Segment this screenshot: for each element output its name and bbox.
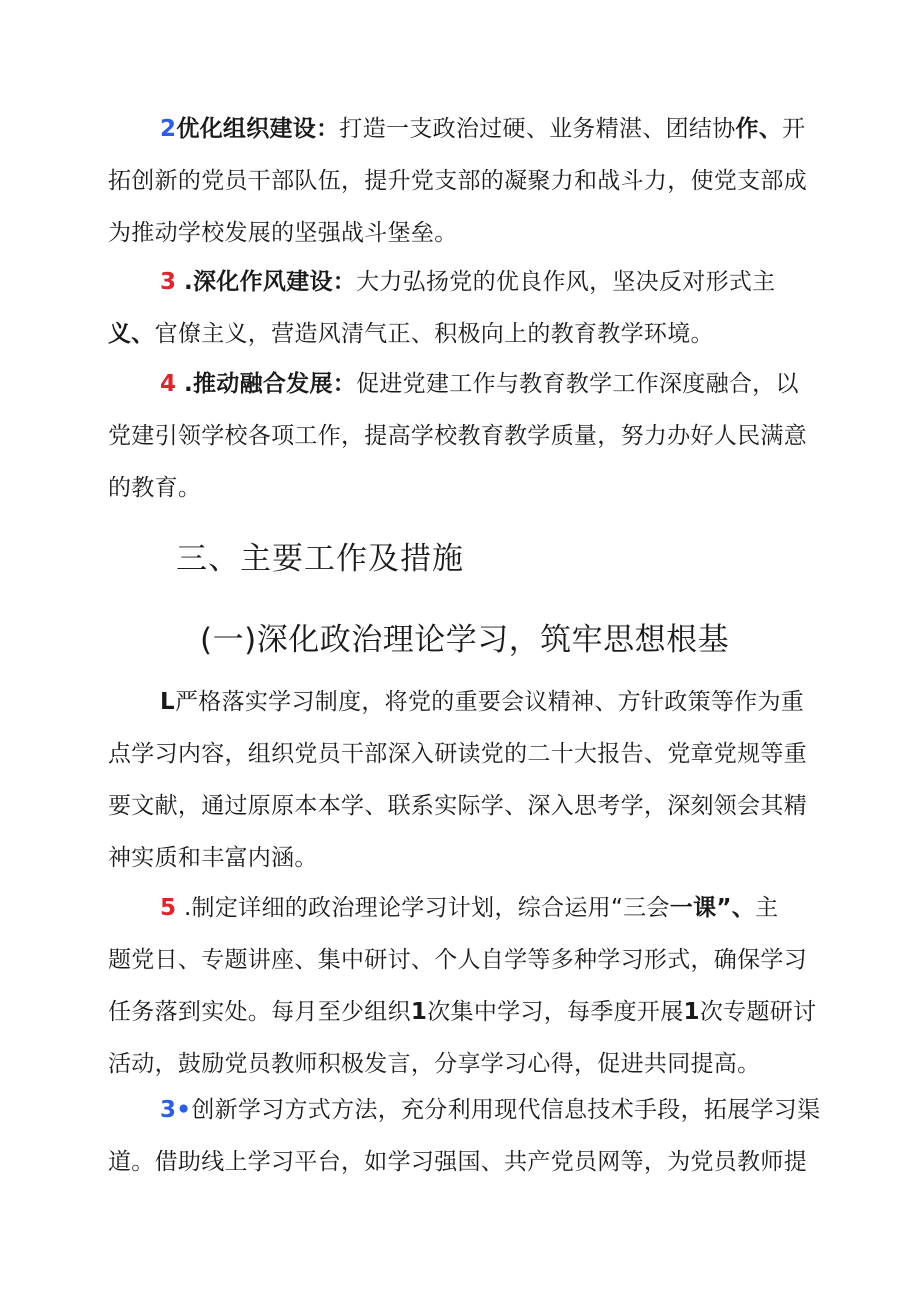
text-run: 打造一支政治过硬、业务精湛、团结协 bbox=[339, 116, 736, 142]
paragraph-line: 党建引领学校各项工作，提高学校教育教学质量，努力办好人民满意 bbox=[108, 423, 807, 449]
paragraph-organization bbox=[108, 103, 808, 259]
text-run: “三会 bbox=[610, 895, 670, 921]
paragraph-line: 的教育。 bbox=[108, 475, 202, 501]
text-run: 开 bbox=[782, 116, 806, 142]
paragraph-line bbox=[108, 986, 817, 1038]
paragraph-line bbox=[108, 676, 808, 728]
item-number: 3 bbox=[160, 269, 177, 295]
paragraph-line: 道。借助线上学习平台，如学习强国、共产党员网等，为党员教师提 bbox=[108, 1149, 807, 1175]
subsection-heading: (一)深化政治理论学习，筑牢思想根基 bbox=[200, 622, 730, 658]
paragraph-study-plan bbox=[108, 882, 817, 1090]
paragraph-style bbox=[108, 256, 808, 360]
paragraph-study-methods bbox=[108, 1084, 821, 1188]
paragraph-line bbox=[108, 882, 808, 934]
paragraph-line bbox=[108, 308, 808, 360]
text-run-bold: 1 bbox=[683, 999, 700, 1025]
text-run-bold: 作、 bbox=[735, 116, 783, 142]
text-run-bold: 义、 bbox=[108, 321, 155, 347]
item-number: 5 bbox=[160, 895, 177, 921]
text-run: 创新学习方式方法，充分利用现代信息技术手段，拓展学习渠 bbox=[191, 1097, 821, 1123]
text-run: 次专题研讨 bbox=[699, 999, 817, 1025]
paragraph-line bbox=[108, 256, 808, 308]
text-run: 主 bbox=[755, 895, 779, 921]
paragraph-line: 题党日、专题讲座、集中研讨、个人自学等多种学习形式，确保学习 bbox=[108, 947, 807, 973]
paragraph-line: 要文献，通过原原本本学、联系实际学、深入思考学，深刻领会其精 bbox=[108, 793, 807, 819]
item-title: .推动融合发展： bbox=[183, 371, 357, 397]
paragraph-line bbox=[108, 1084, 821, 1136]
text-run-bold: 1 bbox=[410, 999, 428, 1025]
text-run: 官僚主义，营造风清气正、积极向上的教育教学环境。 bbox=[154, 321, 714, 347]
paragraph-line: 神实质和丰富内涵。 bbox=[108, 845, 318, 871]
paragraph-line: 点学习内容，组织党员干部深入研读党的二十大报告、党章党规等重 bbox=[108, 741, 807, 767]
paragraph-integration bbox=[108, 358, 808, 514]
item-number: 4 bbox=[160, 371, 177, 397]
paragraph-line: 拓创新的党员干部队伍，提升党支部的凝聚力和战斗力，使党支部成 bbox=[108, 168, 807, 194]
paragraph-line: 活动，鼓励党员教师积极发言，分享学习心得，促进共同提高。 bbox=[108, 1051, 761, 1077]
text-run: 任务落到实处。每月至少组织 bbox=[108, 999, 411, 1025]
item-title: 优化组织建设： bbox=[176, 116, 340, 142]
item-number: L bbox=[160, 689, 175, 715]
text-run: 促进党建工作与教育教学工作深度融合，以 bbox=[356, 371, 799, 397]
text-run: 严格落实学习制度，将党的重要会议精神、方针政策等作为重 bbox=[174, 689, 805, 715]
text-run: 大力弘扬党的优良作风，坚决反对形式主 bbox=[356, 269, 776, 295]
paragraph-line bbox=[108, 358, 808, 410]
text-run-bold: 一课”、 bbox=[669, 895, 756, 921]
text-run: 次集中学习，每季度开展 bbox=[427, 999, 684, 1025]
text-run: .制定详细的政治理论学习计划，综合运用 bbox=[183, 895, 611, 921]
item-title: .深化作风建设： bbox=[183, 269, 357, 295]
section-heading: 三、主要工作及措施 bbox=[176, 541, 464, 577]
paragraph-line: 为推动学校发展的坚强战斗堡垒。 bbox=[108, 220, 458, 246]
paragraph-line bbox=[108, 103, 808, 155]
item-number: 2 bbox=[160, 116, 177, 142]
paragraph-study-system bbox=[108, 676, 808, 884]
item-number: 3• bbox=[160, 1097, 192, 1123]
